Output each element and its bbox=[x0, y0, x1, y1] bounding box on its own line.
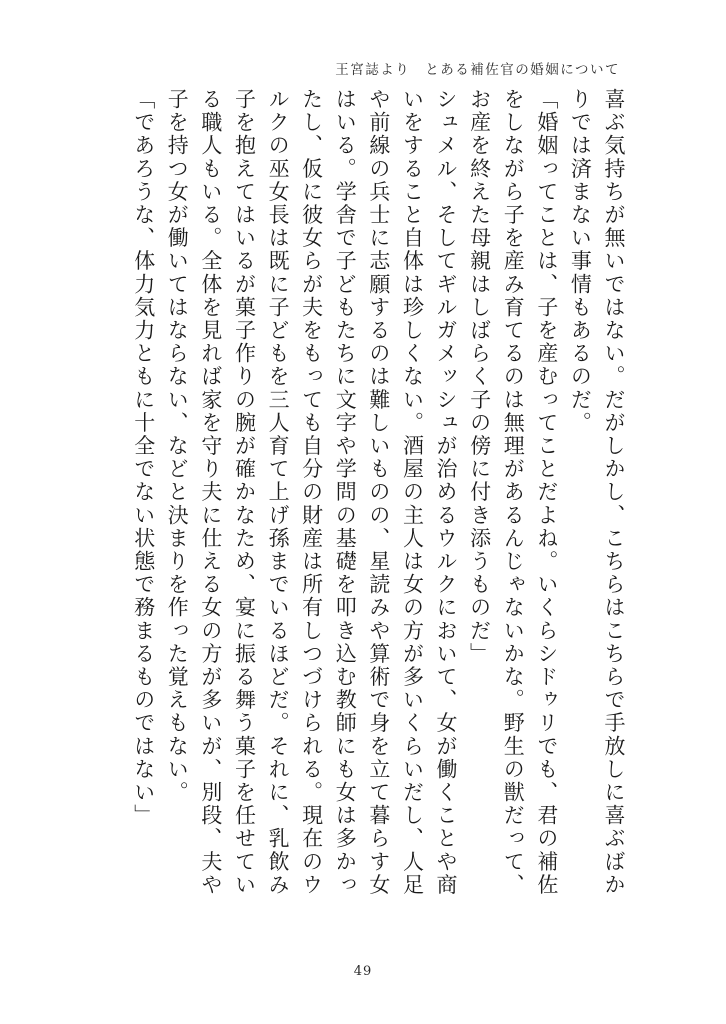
running-header: 王宮誌より とある補佐官の婚姻について bbox=[335, 62, 620, 78]
paragraph: シュメル、そしてギルガメッシュが治めるウルクにおいて、女が働くことや商いをすること自体は珍しくない。酒屋の主人は女の方が多いくらいだし、人足や前線の兵士に志願するのは難しいものの、星読みや算術で身を立て暮らす女はいる。学舎で子どもたちに文字や学問の基礎を叩き込む教師にも女は多かったし、仮に彼女らが夫をもっても自分の財産は所有しつづけられる。現在のウルクの巫女長は既に子どもを三人育て上げ孫までいるほどだ。それに、乳飲み子を抱えてはいるが菓子作りの腕が確かなため、宴に振る舞う菓子を任せている職人もいる。全体を見れば家を守り夫に仕える女の方が多いが、別段、夫や子を持つ女が働いてはならない、などと決まりを作った覚えもない。 bbox=[165, 88, 459, 897]
paragraph: 喜ぶ気持ちが無いではない。だがしかし、こちらはこちらで手放しに喜ぶばかりでは済まない事情もあるのだ。 bbox=[568, 88, 626, 897]
paragraph: 「婚姻ってことは、子を産むってことだよね。いくらシドゥリでも、君の補佐をしながら子を産み育てるのは無理があるんじゃないかな。野生の獣だって、お産を終えた母親はしばらく子の傍に付き添うものだ」 bbox=[467, 88, 559, 897]
paragraph: 「であろうな、体力気力ともに十全でない状態で務まるものではない」 bbox=[131, 88, 156, 828]
body-text bbox=[131, 88, 630, 918]
page-number: 49 bbox=[353, 964, 373, 979]
